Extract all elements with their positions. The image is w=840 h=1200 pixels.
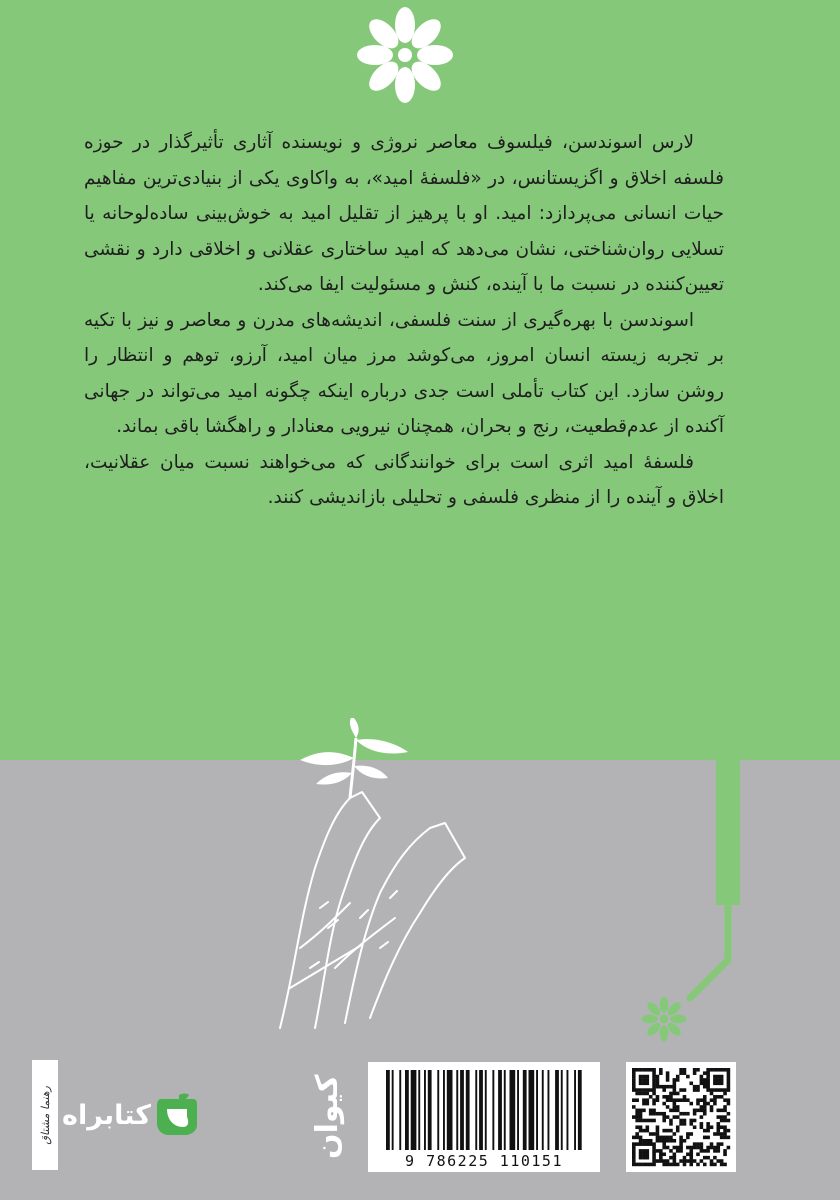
flower-icon — [355, 5, 455, 105]
isbn-barcode — [368, 1062, 600, 1172]
ketabrah-label: کتابراه — [62, 1099, 151, 1131]
publisher-label: کیوان — [310, 1074, 345, 1160]
publisher-logo — [308, 1062, 348, 1172]
description-paragraph: فلسفهٔ امید اثری است برای خوانندگانی که می‌خواهند نسبت میان عقلانیت، اخلاق و آینده را از منظری فلسفی و تحلیلی بازاندیشی کنند. — [84, 451, 724, 508]
flower-icon — [640, 995, 688, 1043]
signature-text: رهنما مشتاق — [38, 1085, 52, 1145]
green-connector — [716, 755, 740, 905]
description-paragraph: لارس اسوندسن، فیلسوف معاصر نروژی و نویسنده آثاری تأثیرگذار در حوزه فلسفه اخلاق و اگزیستانس، در «فلسفهٔ امید»، به واکاوی یکی از بنیادی‌ترین مفاهیم حیات انسانی می‌پردازد: امید. او با پرهیز از تقلیل امید به خوش‌بینی ساده‌لوحانه یا تسلایی روان‌شناختی، نشان می‌دهد که امید ساختاری عقلانی و اخلاقی دارد و نقشی تعیین‌کننده در نسبت ما با آینده، کنش و مسئولیت ایفا می‌کند. — [84, 132, 724, 295]
description-paragraph: اسوندسن با بهره‌گیری از سنت فلسفی، اندیشه‌های مدرن و معاصر و نیز با تکیه بر تجربه زیسته انسان امروز، می‌کوشد مرز میان امید، آرزو، توهم و انتظار را روشن سازد. این کتاب تأملی است جدی درباره اینکه چگونه امید می‌تواند در جهانی آکنده از عدم‌قطعیت، رنج و بحران، همچنان نیرویی معنادار و راهگشا باقی بماند. — [84, 309, 724, 437]
ketabrah-logo-icon — [153, 1091, 201, 1139]
qr-code-icon — [626, 1062, 736, 1172]
plant-illustration-icon — [240, 718, 490, 1033]
back-cover-description — [84, 125, 724, 516]
isbn-number: 9 786225 110151 — [405, 1152, 563, 1170]
designer-signature — [32, 1060, 58, 1170]
qr-code — [626, 1062, 736, 1172]
ketabrah-brand — [62, 1085, 222, 1145]
